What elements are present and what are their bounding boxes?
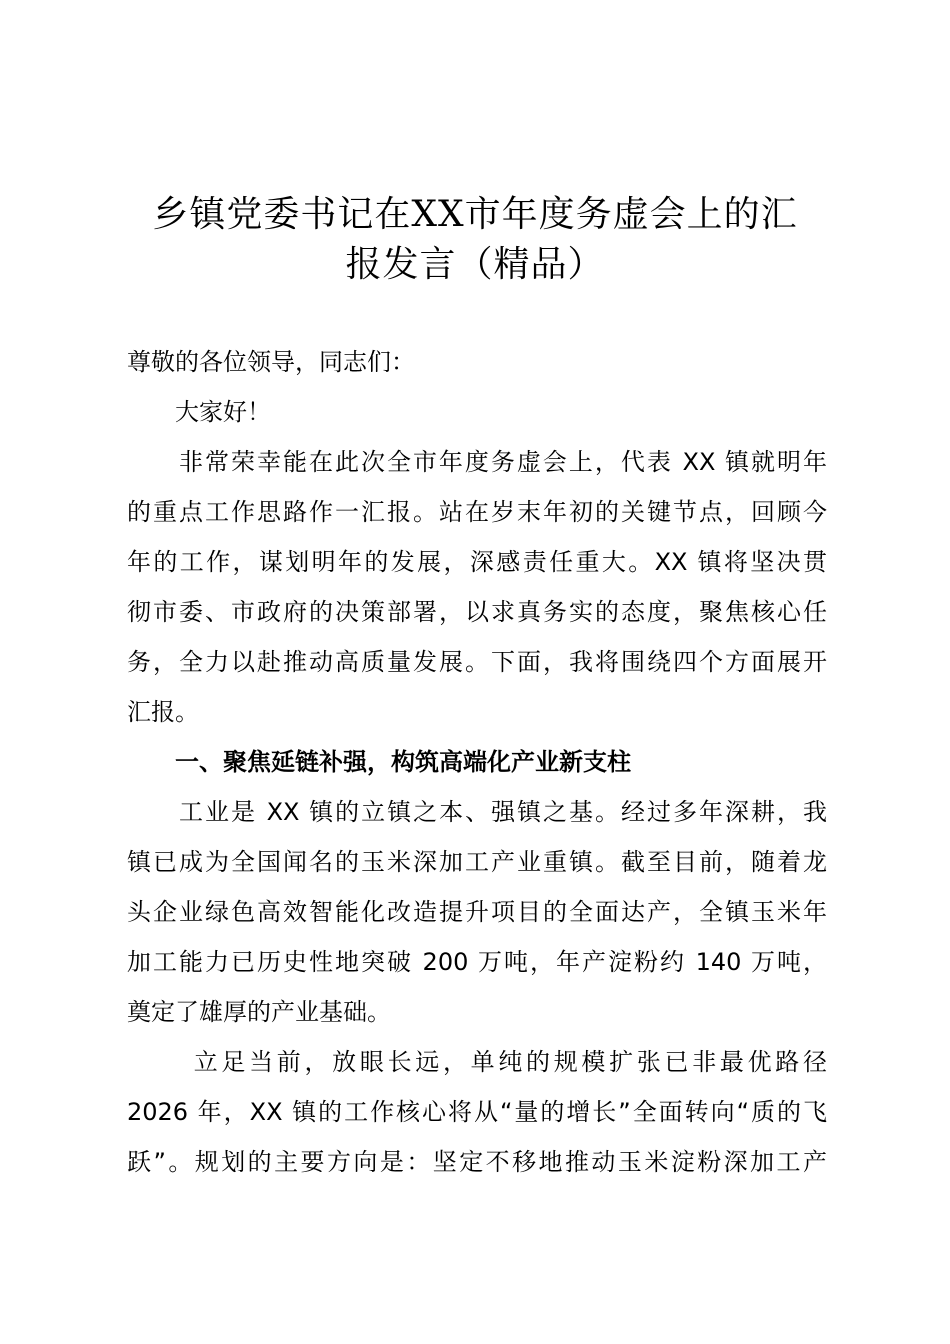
text-line: 奠定了雄厚的产业基础。 xyxy=(127,998,391,1026)
text-line: 加工能力已历史性地突破 200 万吨，年产淀粉约 140 万吨， xyxy=(127,948,827,976)
text-line: 镇已成为全国闻名的玉米深加工产业重镇。截至目前，随着龙 xyxy=(127,848,827,876)
text-line: 非常荣幸能在此次全市年度务虚会上，代表 XX 镇就明年 xyxy=(127,448,827,476)
document-body xyxy=(127,337,827,1187)
text-line: 2026 年，XX 镇的工作核心将从“量的增长”全面转向“质的飞 xyxy=(127,1098,827,1126)
text-line: 的重点工作思路作一汇报。站在岁末年初的关键节点，回顾今 xyxy=(127,498,827,526)
paragraph xyxy=(127,1037,827,1187)
paragraph xyxy=(127,387,827,437)
text-line: 头企业绿色高效智能化改造提升项目的全面达产，全镇玉米年 xyxy=(127,898,827,926)
text-line: 立足当前，放眼长远，单纯的规模扩张已非最优路径 xyxy=(127,1048,827,1076)
document-title xyxy=(0,190,950,290)
text-line: 跃”。规划的主要方向是：坚定不移地推动玉米淀粉深加工产 xyxy=(127,1148,827,1176)
section-heading xyxy=(127,737,827,787)
paragraph xyxy=(127,337,827,387)
title-line-1: 乡镇党委书记在XX市年度务虚会上的汇 xyxy=(152,194,798,235)
text-line: 工业是 XX 镇的立镇之本、强镇之基。经过多年深耕，我 xyxy=(127,798,827,826)
text-line: 务，全力以赴推动高质量发展。下面，我将围绕四个方面展开 xyxy=(127,648,827,676)
paragraph xyxy=(127,787,827,1037)
text-line: 彻市委、市政府的决策部署，以求真务实的态度，聚焦核心任 xyxy=(127,598,827,626)
text-line: 一、聚焦延链补强，构筑高端化产业新支柱 xyxy=(127,748,631,776)
text-line: 大家好！ xyxy=(127,398,271,426)
title-line-2: 报发言（精品） xyxy=(345,244,605,285)
paragraph xyxy=(127,437,827,737)
text-line: 汇报。 xyxy=(127,698,199,726)
text-line: 年的工作，谋划明年的发展，深感责任重大。XX 镇将坚决贯 xyxy=(127,548,827,576)
text-line: 尊敬的各位领导，同志们： xyxy=(127,348,415,376)
